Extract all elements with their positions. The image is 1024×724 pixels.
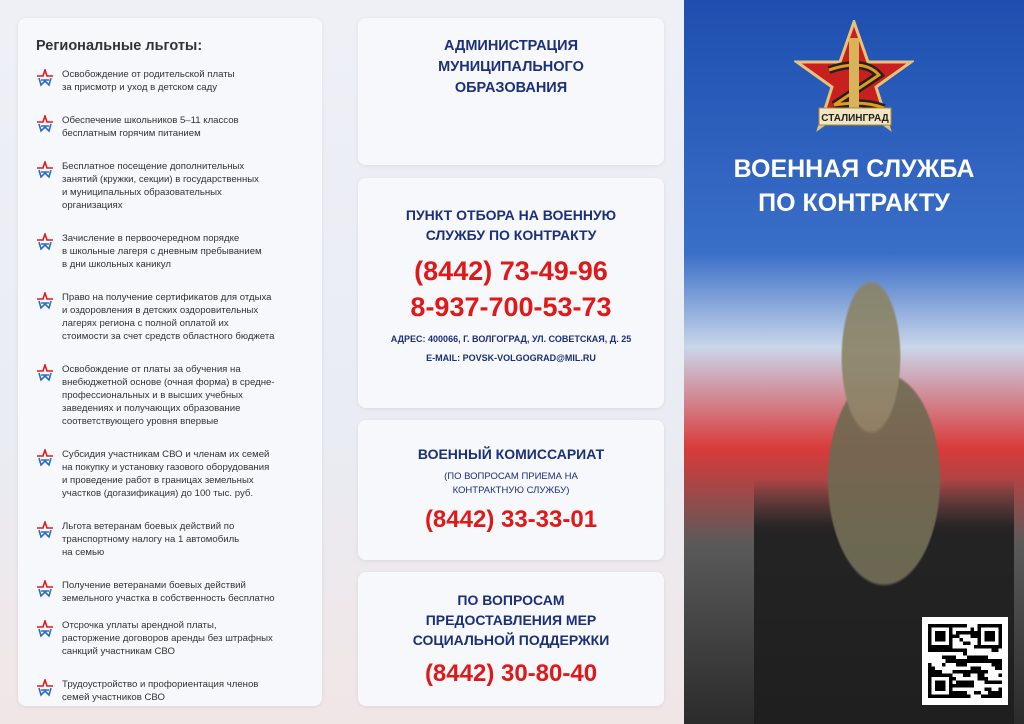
star-bullet-icon — [36, 69, 54, 87]
star-bullet-icon — [36, 161, 54, 179]
selection-phone-1[interactable]: (8442) 73-49-96 — [414, 256, 608, 286]
benefits-title: Региональные льготы: — [36, 38, 203, 54]
star-bullet-icon — [36, 115, 54, 133]
benefit-item — [36, 579, 308, 605]
star-bullet-icon — [36, 580, 54, 598]
benefit-text: Освобождение от родительской платы за присмотр и уход в детском саду — [62, 69, 235, 93]
cover-panel — [684, 0, 1024, 724]
benefit-text: Освобождение от платы за обучения на внебюджетной основе (очная форма) в средне- профессиональных и в высших учебных заведениях и получающих образование соответствующего уровня впервые — [62, 364, 275, 427]
benefit-text: Субсидия участникам СВО и членам их семей на покупку и установку газового оборудования и проведение работ в границах земельных участков (догазификация) до 100 тыс. руб. — [62, 449, 270, 499]
benefit-text: Трудоустройство и профориентация членов семей участников СВО — [62, 679, 259, 703]
selection-title: ПУНКТ ОТБОРА НА ВОЕННУЮ СЛУЖБУ ПО КОНТРАКТУ — [405, 207, 617, 243]
selection-phone-2[interactable]: 8-937-700-53-73 — [410, 292, 612, 322]
commissariat-card — [358, 420, 664, 560]
benefit-item — [36, 448, 308, 500]
social-title: ПО ВОПРОСАМ ПРЕДОСТАВЛЕНИЯ МЕР СОЦИАЛЬНОЙ ПОДДЕРЖКИ — [412, 592, 610, 648]
commissariat-subtitle: (ПО ВОПРОСАМ ПРИЕМА НА КОНТРАКТНУЮ СЛУЖБУ) — [444, 471, 578, 496]
benefit-text: Получение ветеранами боевых действий земельного участка в собственность бесплатно — [62, 580, 275, 604]
star-bullet-icon — [36, 449, 54, 467]
star-bullet-icon — [36, 292, 54, 310]
star-bullet-icon — [36, 364, 54, 382]
benefit-item — [36, 619, 308, 658]
benefit-item — [36, 520, 308, 559]
regional-benefits-panel — [18, 18, 322, 706]
qr-code[interactable] — [922, 617, 1008, 705]
star-bullet-icon — [36, 521, 54, 539]
benefit-text: Льгота ветеранам боевых действий по транспортному налогу на 1 автомобиль на семью — [62, 521, 240, 558]
benefit-item — [36, 160, 308, 212]
selection-point-card — [358, 178, 664, 408]
stalingrad-star-logo — [794, 20, 914, 135]
star-bullet-icon — [36, 620, 54, 638]
logo-text: СТАЛИНГРАД — [821, 113, 889, 124]
benefits-list — [36, 68, 308, 704]
admin-title: АДМИНИСТРАЦИЯ МУНИЦИПАЛЬНОГО ОБРАЗОВАНИЯ — [438, 38, 584, 96]
benefit-text: Право на получение сертификатов для отдыха и оздоровления в детских оздоровительных лагерях региона с полной оплатой их стоимости за счет средств областного бюджета — [62, 292, 275, 342]
commissariat-title: ВОЕННЫЙ КОМИССАРИАТ — [417, 446, 605, 462]
admin-card — [358, 18, 664, 165]
benefit-item — [36, 291, 308, 343]
star-bullet-icon — [36, 679, 54, 697]
benefit-text: Обеспечение школьников 5–11 классов бесплатным горячим питанием — [62, 115, 239, 139]
benefit-item — [36, 68, 308, 94]
selection-email[interactable]: E-MAIL: POVSK-VOLGOGRAD@MIL.RU — [426, 353, 596, 363]
social-phone[interactable]: (8442) 30-80-40 — [424, 660, 598, 687]
benefit-item — [36, 114, 308, 140]
cover-title: ВОЕННАЯ СЛУЖБА ПО КОНТРАКТУ — [733, 155, 975, 217]
benefit-text: Зачисление в первоочередном порядке в школьные лагеря с дневным пребыванием в дни школьных каникул — [62, 233, 262, 270]
benefit-text: Бесплатное посещение дополнительных занятий (кружки, секции) в государственных и муниципальных образовательных организациях — [62, 161, 259, 211]
star-bullet-icon — [36, 233, 54, 251]
benefit-item — [36, 232, 308, 271]
benefit-text: Отсрочка уплаты арендной платы, расторжение договоров аренды без штрафных санкций участникам СВО — [62, 620, 273, 657]
social-support-card — [358, 572, 664, 706]
benefit-item — [36, 363, 308, 428]
commissariat-phone[interactable]: (8442) 33-33-01 — [424, 506, 598, 533]
benefit-item — [36, 678, 308, 704]
selection-address: АДРЕС: 400066, Г. ВОЛГОГРАД, УЛ. СОВЕТСКАЯ, Д. 25 — [390, 334, 632, 344]
